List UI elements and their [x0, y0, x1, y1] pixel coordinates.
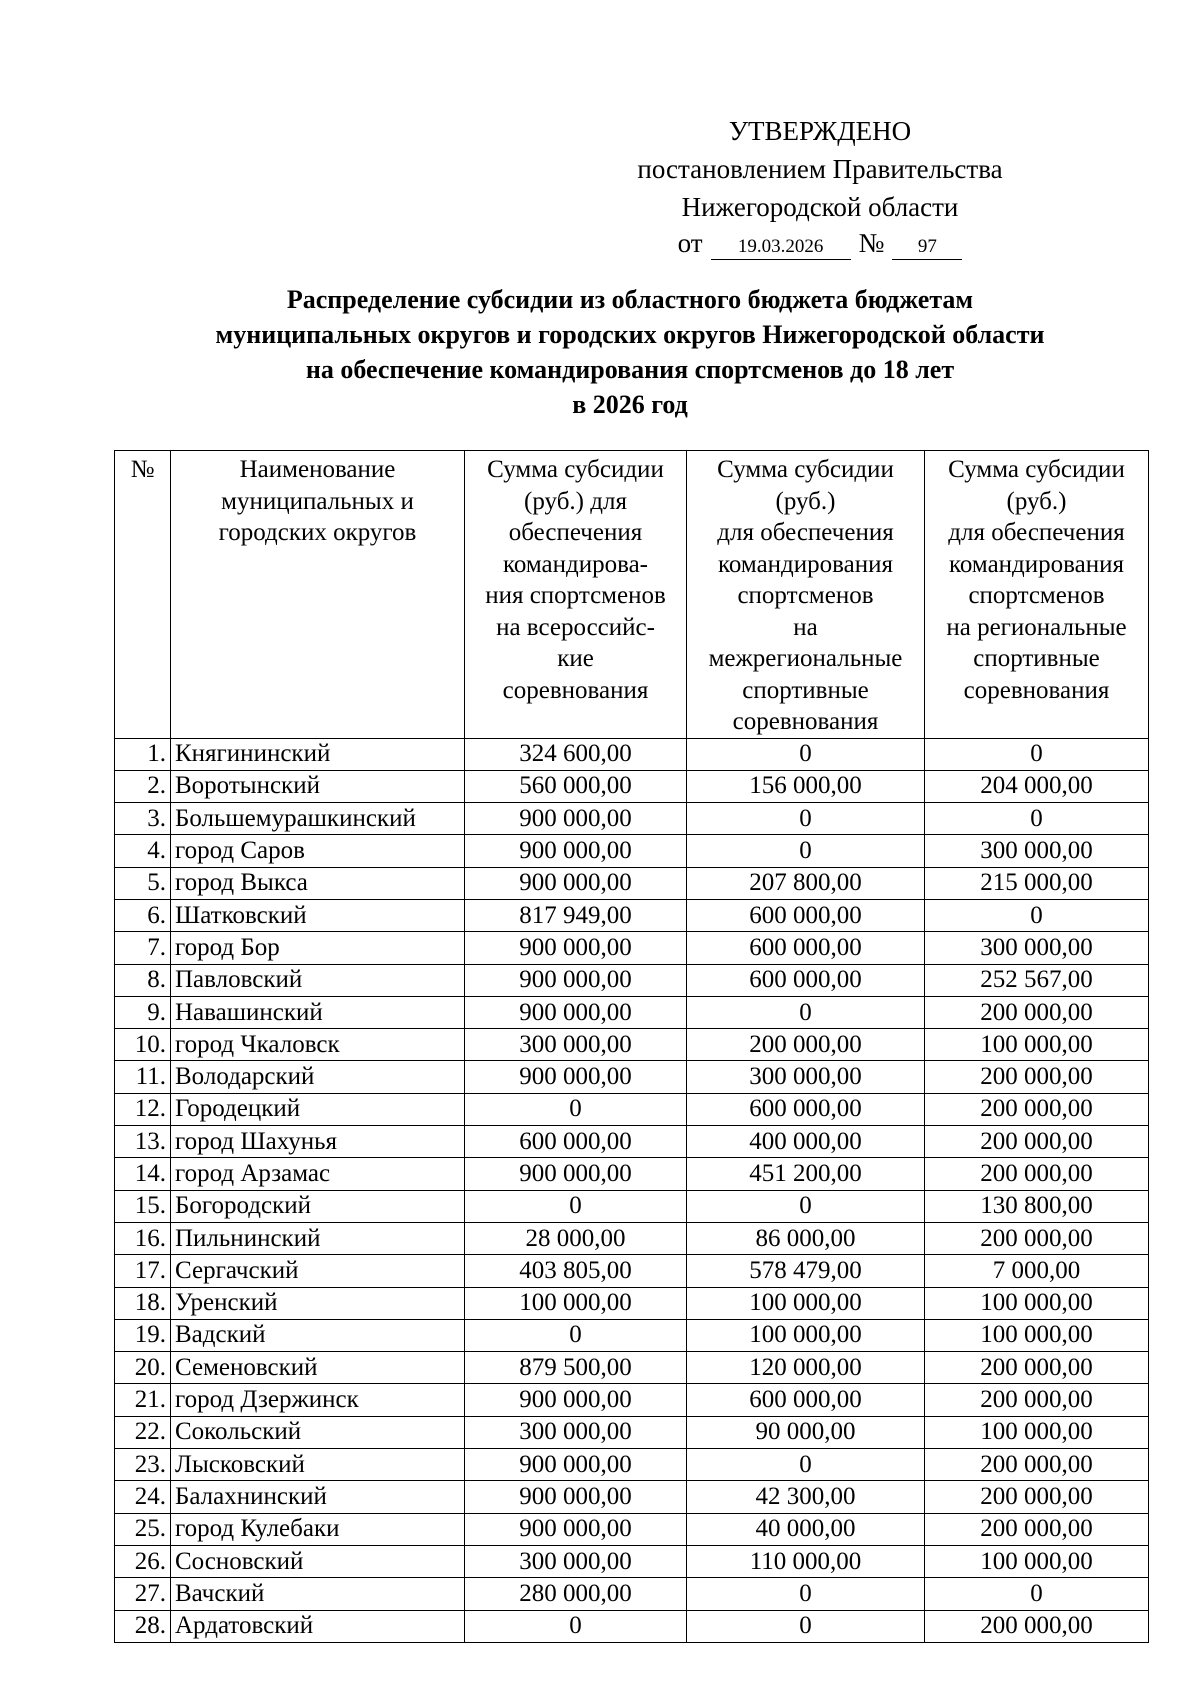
header-line: обеспечения	[508, 519, 643, 546]
allrussian-sum: 300 000,00	[465, 1545, 687, 1577]
header-line: спортсменов	[968, 582, 1105, 609]
regional-sum: 252 567,00	[925, 964, 1149, 996]
header-line: командирования	[718, 550, 893, 578]
district-name: Лысковский	[171, 1449, 465, 1481]
row-number: 27.	[115, 1578, 171, 1610]
table-row	[115, 932, 1149, 964]
resolution-date: 19.03.2026	[711, 235, 851, 260]
row-number: 15.	[115, 1190, 171, 1222]
allrussian-sum: 0	[465, 1190, 687, 1222]
row-number: 23.	[115, 1449, 171, 1481]
district-name: город Арзамас	[171, 1158, 465, 1190]
approval-line-1: постановлением Правительства	[637, 154, 1003, 184]
district-name: Большемурашкинский	[171, 803, 465, 835]
interregional-sum: 0	[687, 1578, 925, 1610]
table-row	[115, 1029, 1149, 1061]
district-name: город Дзержинск	[171, 1384, 465, 1416]
header-line: муниципальных и	[221, 487, 414, 515]
district-name: город Чкаловск	[171, 1029, 465, 1061]
allrussian-sum: 900 000,00	[465, 803, 687, 835]
allrussian-sum: 900 000,00	[465, 996, 687, 1028]
row-number: 6.	[115, 899, 171, 931]
approval-date-line	[590, 226, 1050, 260]
district-name: Володарский	[171, 1061, 465, 1093]
district-name: Навашинский	[171, 996, 465, 1028]
district-name: Сергачский	[171, 1255, 465, 1287]
allrussian-sum: 100 000,00	[465, 1287, 687, 1319]
allrussian-sum: 0	[465, 1319, 687, 1351]
header-line: командирова-	[502, 550, 649, 578]
header-line: спортивные	[742, 676, 869, 704]
district-name: Княгининский	[171, 738, 465, 770]
regional-sum: 100 000,00	[925, 1319, 1149, 1351]
row-number: 18.	[115, 1287, 171, 1319]
table-row	[115, 803, 1149, 835]
table-row	[115, 1287, 1149, 1319]
title-line: Распределение субсидии из областного бюджета бюджетам	[286, 285, 974, 314]
district-name: город Шахунья	[171, 1126, 465, 1158]
row-number: 20.	[115, 1352, 171, 1384]
interregional-sum: 0	[687, 803, 925, 835]
interregional-sum: 110 000,00	[687, 1545, 925, 1577]
row-number: 9.	[115, 996, 171, 1028]
header-line: (руб.)	[775, 487, 836, 515]
header-line: соревнования	[963, 676, 1110, 704]
interregional-sum: 100 000,00	[687, 1319, 925, 1351]
row-number: 26.	[115, 1545, 171, 1577]
regional-sum: 200 000,00	[925, 1513, 1149, 1545]
allrussian-sum: 900 000,00	[465, 1061, 687, 1093]
table-row	[115, 738, 1149, 770]
district-name: Вачский	[171, 1578, 465, 1610]
regional-sum: 200 000,00	[925, 1222, 1149, 1254]
row-number: 22.	[115, 1416, 171, 1448]
header-interregional-sum	[687, 451, 925, 739]
header-number	[115, 451, 171, 739]
regional-sum: 200 000,00	[925, 1610, 1149, 1642]
district-name: Сосновский	[171, 1545, 465, 1577]
district-name: Воротынский	[171, 770, 465, 802]
regional-sum: 0	[925, 803, 1149, 835]
table-row	[115, 1319, 1149, 1351]
header-line: на	[793, 613, 818, 641]
title-line: в 2026 год	[572, 390, 688, 419]
regional-sum: 7 000,00	[925, 1255, 1149, 1287]
row-number: 25.	[115, 1513, 171, 1545]
interregional-sum: 0	[687, 996, 925, 1028]
allrussian-sum: 879 500,00	[465, 1352, 687, 1384]
header-line: спортивные	[973, 645, 1100, 672]
allrussian-sum: 900 000,00	[465, 1384, 687, 1416]
regional-sum: 0	[925, 899, 1149, 931]
table-row	[115, 1416, 1149, 1448]
row-number: 8.	[115, 964, 171, 996]
regional-sum: 200 000,00	[925, 1061, 1149, 1093]
district-name: Шатковский	[171, 899, 465, 931]
row-number: 12.	[115, 1093, 171, 1125]
header-line: кие	[557, 645, 594, 672]
interregional-sum: 600 000,00	[687, 964, 925, 996]
interregional-sum: 90 000,00	[687, 1416, 925, 1448]
table-row	[115, 835, 1149, 867]
interregional-sum: 0	[687, 835, 925, 867]
district-name: Ардатовский	[171, 1610, 465, 1642]
row-number: 1.	[115, 738, 171, 770]
approval-title: УТВЕРЖДЕНО	[728, 116, 912, 146]
header-line: (руб.) для	[524, 487, 627, 515]
district-name: город Саров	[171, 835, 465, 867]
header-line: Сумма субсидии	[948, 456, 1125, 483]
header-line: Сумма субсидии	[487, 456, 664, 483]
header-line: городских округов	[218, 519, 417, 546]
regional-sum: 300 000,00	[925, 835, 1149, 867]
district-name: Вадский	[171, 1319, 465, 1351]
district-name: город Бор	[171, 932, 465, 964]
allrussian-sum: 300 000,00	[465, 1416, 687, 1448]
interregional-sum: 600 000,00	[687, 1384, 925, 1416]
regional-sum: 200 000,00	[925, 1352, 1149, 1384]
regional-sum: 200 000,00	[925, 1449, 1149, 1481]
row-number: 4.	[115, 835, 171, 867]
interregional-sum: 451 200,00	[687, 1158, 925, 1190]
regional-sum: 130 800,00	[925, 1190, 1149, 1222]
row-number: 11.	[115, 1061, 171, 1093]
interregional-sum: 600 000,00	[687, 899, 925, 931]
allrussian-sum: 900 000,00	[465, 835, 687, 867]
row-number: 16.	[115, 1222, 171, 1254]
row-number: 3.	[115, 803, 171, 835]
regional-sum: 200 000,00	[925, 1481, 1149, 1513]
header-line: ния спортсменов	[485, 582, 666, 609]
table-row	[115, 1190, 1149, 1222]
row-number: 21.	[115, 1384, 171, 1416]
interregional-sum: 0	[687, 1610, 925, 1642]
district-name: город Выкса	[171, 867, 465, 899]
row-number: 19.	[115, 1319, 171, 1351]
header-line: для обеспечения	[948, 519, 1125, 546]
header-line: на всероссийс-	[496, 613, 655, 641]
row-number: 5.	[115, 867, 171, 899]
regional-sum: 100 000,00	[925, 1545, 1149, 1577]
row-number: 28.	[115, 1610, 171, 1642]
table-row	[115, 867, 1149, 899]
interregional-sum: 42 300,00	[687, 1481, 925, 1513]
allrussian-sum: 900 000,00	[465, 932, 687, 964]
table-row	[115, 1545, 1149, 1577]
row-number: 17.	[115, 1255, 171, 1287]
interregional-sum: 120 000,00	[687, 1352, 925, 1384]
approval-line-2: Нижегородской области	[681, 192, 959, 222]
regional-sum: 300 000,00	[925, 932, 1149, 964]
regional-sum: 200 000,00	[925, 1158, 1149, 1190]
allrussian-sum: 403 805,00	[465, 1255, 687, 1287]
row-number: 13.	[115, 1126, 171, 1158]
district-name: Богородский	[171, 1190, 465, 1222]
header-line: соревнования	[502, 676, 649, 704]
table-row	[115, 1384, 1149, 1416]
interregional-sum: 0	[687, 738, 925, 770]
table-row	[115, 1093, 1149, 1125]
table-row	[115, 1061, 1149, 1093]
number-prefix: №	[858, 228, 885, 258]
header-line: Наименование	[239, 456, 396, 483]
allrussian-sum: 900 000,00	[465, 1449, 687, 1481]
allrussian-sum: 900 000,00	[465, 1481, 687, 1513]
interregional-sum: 578 479,00	[687, 1255, 925, 1287]
district-name: Павловский	[171, 964, 465, 996]
allrussian-sum: 900 000,00	[465, 964, 687, 996]
district-name: город Кулебаки	[171, 1513, 465, 1545]
header-line: (руб.)	[1006, 487, 1067, 515]
regional-sum: 200 000,00	[925, 1126, 1149, 1158]
table-row	[115, 1158, 1149, 1190]
interregional-sum: 200 000,00	[687, 1029, 925, 1061]
regional-sum: 200 000,00	[925, 1384, 1149, 1416]
table-row	[115, 770, 1149, 802]
resolution-number: 97	[892, 235, 962, 260]
allrussian-sum: 817 949,00	[465, 899, 687, 931]
interregional-sum: 600 000,00	[687, 932, 925, 964]
table-row	[115, 1255, 1149, 1287]
allrussian-sum: 560 000,00	[465, 770, 687, 802]
table-row	[115, 1126, 1149, 1158]
regional-sum: 0	[925, 738, 1149, 770]
table-row	[115, 1513, 1149, 1545]
interregional-sum: 100 000,00	[687, 1287, 925, 1319]
table-row	[115, 996, 1149, 1028]
approval-block	[590, 112, 1050, 260]
regional-sum: 100 000,00	[925, 1416, 1149, 1448]
allrussian-sum: 0	[465, 1093, 687, 1125]
allrussian-sum: 300 000,00	[465, 1029, 687, 1061]
allrussian-sum: 600 000,00	[465, 1126, 687, 1158]
interregional-sum: 0	[687, 1190, 925, 1222]
allrussian-sum: 900 000,00	[465, 867, 687, 899]
table-row	[115, 1481, 1149, 1513]
document-title	[80, 282, 1180, 422]
regional-sum: 100 000,00	[925, 1029, 1149, 1061]
header-line: для обеспечения	[717, 519, 894, 546]
district-name: Пильнинский	[171, 1222, 465, 1254]
regional-sum: 215 000,00	[925, 867, 1149, 899]
row-number: 10.	[115, 1029, 171, 1061]
header-line: Сумма субсидии	[717, 456, 894, 483]
table-body	[115, 738, 1149, 1642]
header-allrussian-sum	[465, 451, 687, 739]
district-name: Семеновский	[171, 1352, 465, 1384]
date-prefix: от	[677, 228, 703, 258]
row-number: 24.	[115, 1481, 171, 1513]
interregional-sum: 156 000,00	[687, 770, 925, 802]
allrussian-sum: 28 000,00	[465, 1222, 687, 1254]
header-line: командирования	[949, 550, 1124, 578]
header-district-name	[171, 451, 465, 739]
regional-sum: 200 000,00	[925, 1093, 1149, 1125]
regional-sum: 200 000,00	[925, 996, 1149, 1028]
table-row	[115, 1610, 1149, 1642]
table-row	[115, 1578, 1149, 1610]
header-line: спортсменов	[737, 582, 874, 609]
header-regional-sum	[925, 451, 1149, 739]
district-name: Сокольский	[171, 1416, 465, 1448]
interregional-sum: 0	[687, 1449, 925, 1481]
district-name: Городецкий	[171, 1093, 465, 1125]
table-row	[115, 1449, 1149, 1481]
regional-sum: 100 000,00	[925, 1287, 1149, 1319]
subsidy-table	[114, 450, 1149, 1643]
table-row	[115, 1352, 1149, 1384]
interregional-sum: 400 000,00	[687, 1126, 925, 1158]
district-name: Уренский	[171, 1287, 465, 1319]
row-number: 7.	[115, 932, 171, 964]
header-line: №	[130, 456, 155, 483]
title-line: на обеспечение командирования спортсменов до 18 лет	[305, 355, 955, 384]
header-line: соревнования	[732, 708, 879, 735]
interregional-sum: 207 800,00	[687, 867, 925, 899]
allrussian-sum: 280 000,00	[465, 1578, 687, 1610]
table-header-row	[115, 451, 1149, 739]
interregional-sum: 600 000,00	[687, 1093, 925, 1125]
interregional-sum: 40 000,00	[687, 1513, 925, 1545]
title-line: муниципальных округов и городских округов Нижегородской области	[215, 320, 1045, 349]
regional-sum: 204 000,00	[925, 770, 1149, 802]
interregional-sum: 86 000,00	[687, 1222, 925, 1254]
district-name: Балахнинский	[171, 1481, 465, 1513]
row-number: 14.	[115, 1158, 171, 1190]
header-line: на региональные	[946, 613, 1127, 641]
regional-sum: 0	[925, 1578, 1149, 1610]
table-row	[115, 1222, 1149, 1254]
interregional-sum: 300 000,00	[687, 1061, 925, 1093]
allrussian-sum: 900 000,00	[465, 1158, 687, 1190]
table-row	[115, 964, 1149, 996]
allrussian-sum: 324 600,00	[465, 738, 687, 770]
allrussian-sum: 0	[465, 1610, 687, 1642]
allrussian-sum: 900 000,00	[465, 1513, 687, 1545]
row-number: 2.	[115, 770, 171, 802]
table-row	[115, 899, 1149, 931]
header-line: межрегиональные	[708, 645, 903, 672]
